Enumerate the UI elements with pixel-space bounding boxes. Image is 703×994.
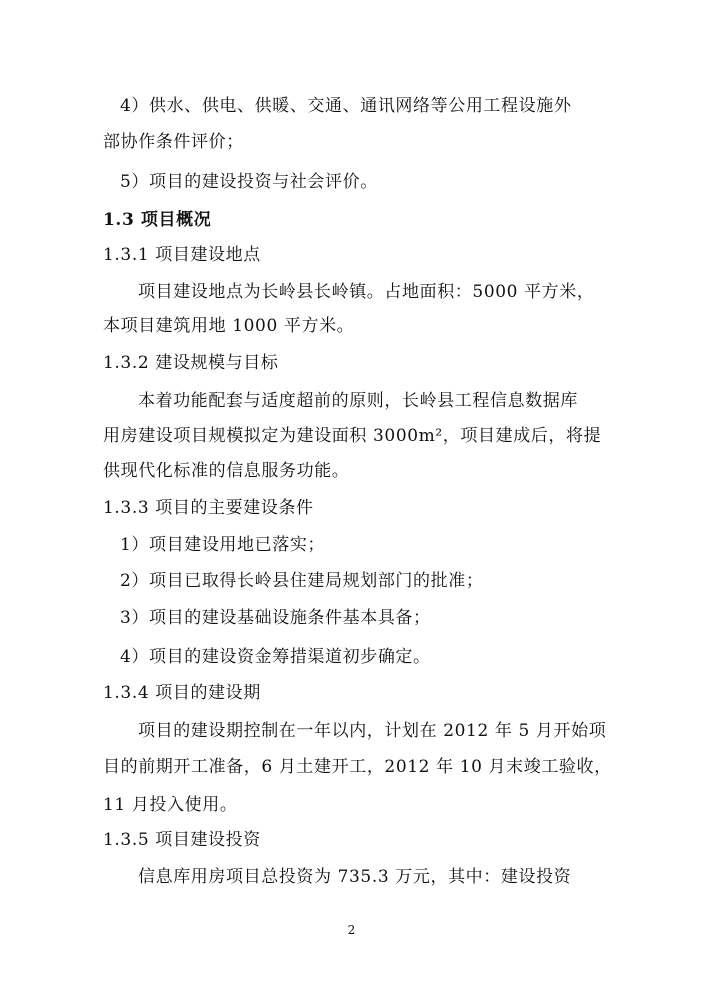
- list-item-5: 5）项目的建设投资与社会评价。: [120, 172, 378, 192]
- paragraph-line: 项目的建设期控制在一年以内，计划在 2012 年 5 月开始项: [138, 721, 607, 741]
- subsection-heading-1-3-4: 1.3.4 项目的建设期: [103, 683, 261, 703]
- section-heading-1-3: 1.3 项目概况: [103, 210, 212, 230]
- paragraph-line: 本着功能配套与适度超前的原则，长岭县工程信息数据库: [138, 391, 578, 411]
- list-item-4-line1: 4）供水、供电、供暖、交通、通讯网络等公用工程设施外: [120, 96, 572, 116]
- list-item: 3）项目的建设基础设施条件基本具备；: [120, 608, 431, 628]
- paragraph-line: 目的前期开工准备，6 月土建开工，2012 年 10 月末竣工验收，: [103, 757, 612, 777]
- list-item: 4）项目的建设资金筹措渠道初步确定。: [120, 647, 431, 667]
- subsection-heading-1-3-1: 1.3.1 项目建设地点: [103, 245, 261, 265]
- paragraph-line: 供现代化标准的信息服务功能。: [103, 461, 350, 481]
- list-item: 1）项目建设用地已落实；: [120, 535, 326, 555]
- paragraph-line: 11 月投入使用。: [103, 795, 238, 815]
- paragraph-line: 信息库用房项目总投资为 735.3 万元，其中：建设投资: [138, 867, 572, 887]
- subsection-heading-1-3-3: 1.3.3 项目的主要建设条件: [103, 498, 314, 518]
- list-item-4-line2: 部协作条件评价；: [103, 132, 244, 152]
- list-item: 2）项目已取得长岭县住建局规划部门的批准；: [120, 571, 484, 591]
- paragraph-line: 项目建设地点为长岭县长岭镇。占地面积：5000 平方米，: [138, 282, 595, 302]
- paragraph-line: 本项目建筑用地 1000 平方米。: [103, 316, 355, 336]
- paragraph-line: 用房建设项目规模拟定为建设面积 3000m²，项目建成后，将提: [103, 426, 602, 446]
- subsection-heading-1-3-5: 1.3.5 项目建设投资: [103, 830, 261, 850]
- page-number: 2: [347, 923, 356, 937]
- subsection-heading-1-3-2: 1.3.2 建设规模与目标: [103, 353, 279, 373]
